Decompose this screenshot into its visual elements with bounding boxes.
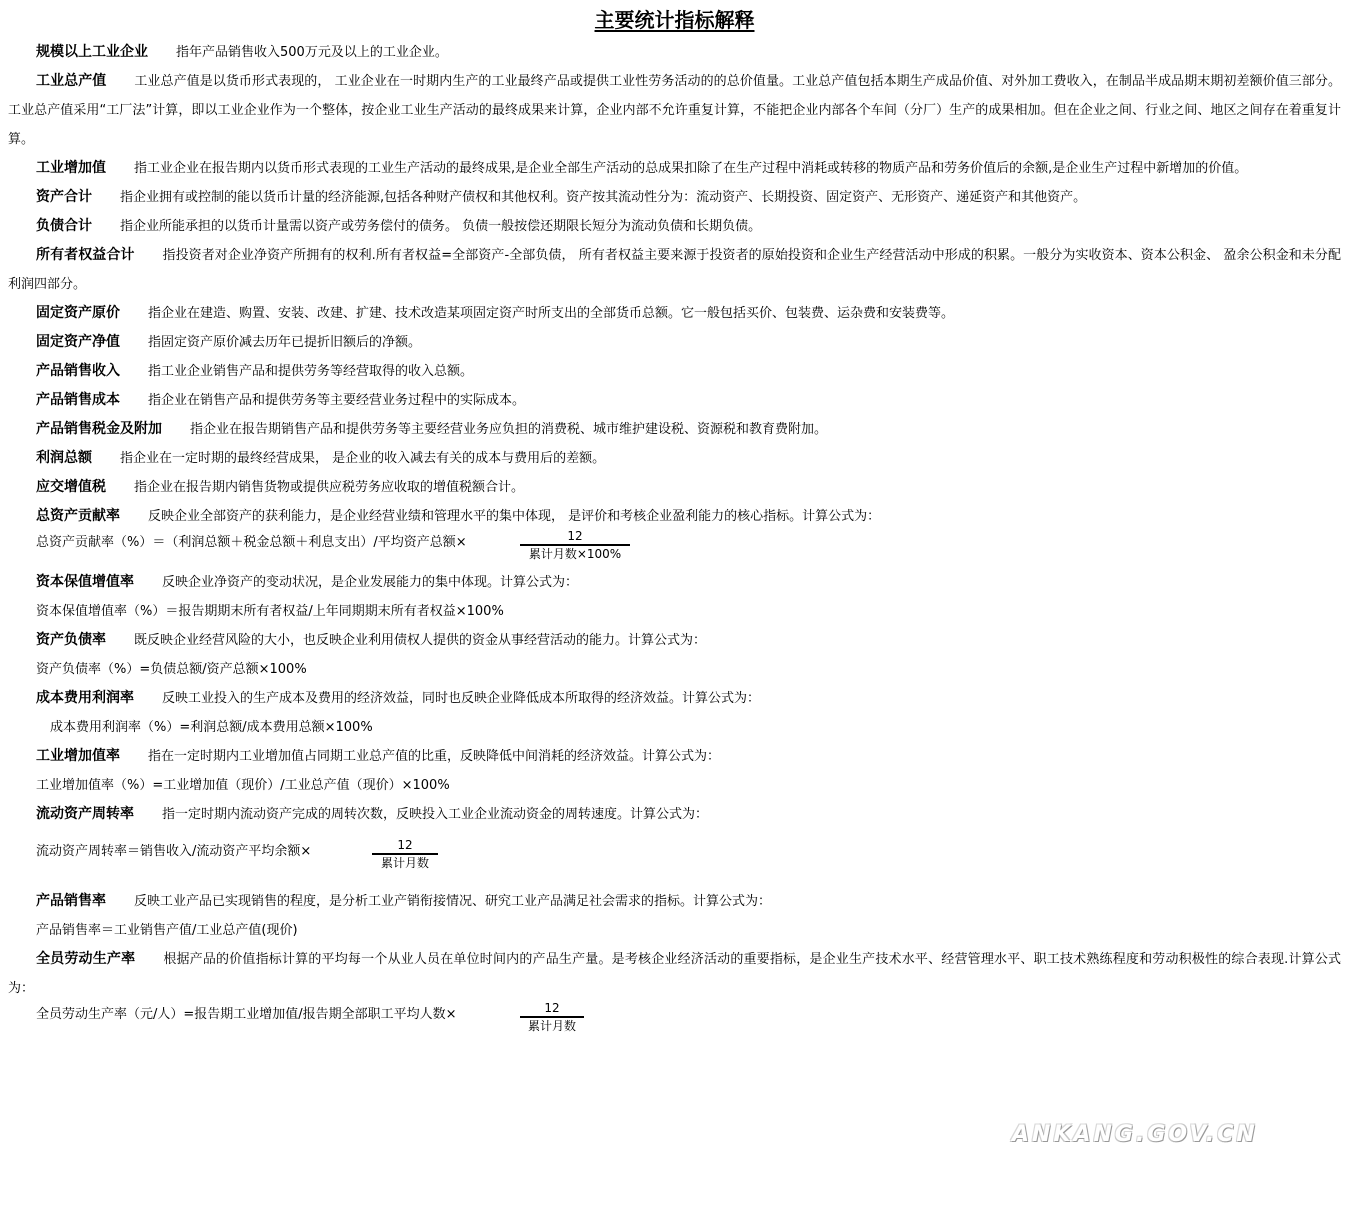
entry-text: 指企业拥有或控制的能以货币计量的经济能源,包括各种财产债权和其他权利。资产按其流动性分为：流动资产、长期投资、固定资产、无形资产、递延资产和其他资产。 — [120, 190, 1087, 205]
entry-term: 产品销售率 — [36, 893, 106, 909]
entry-sales-revenue — [8, 357, 1341, 386]
formula-debt-ratio: 资产负债率（%）=负债总额/资产总额×100% — [36, 662, 307, 677]
entry-current-turnover — [8, 800, 1341, 829]
entry-total-assets — [8, 183, 1341, 212]
fraction-denominator: 累计月数 — [527, 1019, 576, 1033]
entry-term: 规模以上工业企业 — [36, 44, 148, 60]
entry-term: 工业增加值率 — [36, 748, 120, 764]
entry-text: 指在一定时期内工业增加值占同期工业总产值的比重，反映降低中间消耗的经济效益。计算公式为： — [148, 749, 721, 764]
formula-text: 流动资产周转率＝销售收入/流动资产平均余额× — [36, 844, 312, 859]
entry-text: 指企业所能承担的以货币计量需以资产或劳务偿付的债务。 负债一般按偿还期限长短分为流动负债和长期负债。 — [120, 219, 762, 234]
formula-fraction — [520, 529, 630, 562]
entry-term: 资产合计 — [36, 189, 92, 205]
fraction-numerator: 12 — [520, 1001, 584, 1018]
entry-term: 产品销售成本 — [36, 392, 120, 408]
formula-capital-preservation: 资本保值增值率（%）＝报告期期末所有者权益/上年同期期末所有者权益×100% — [36, 604, 504, 619]
entry-term: 工业总产值 — [36, 73, 107, 89]
entry-fixed-asset-net — [8, 328, 1341, 357]
entry-capital-preservation — [8, 568, 1341, 597]
entry-text: 指企业在报告期内销售货物或提供应税劳务应收取的增值税额合计。 — [134, 480, 525, 495]
entry-sales-cost — [8, 386, 1341, 415]
entry-term: 成本费用利润率 — [36, 690, 134, 706]
formula-current-turnover — [8, 829, 1341, 887]
entry-term: 负债合计 — [36, 218, 92, 234]
entry-gross-output — [8, 67, 1341, 154]
entry-vat-payable — [8, 473, 1341, 502]
entry-fixed-asset-original — [8, 299, 1341, 328]
entry-text: 指企业在一定时期的最终经营成果， 是企业的收入减去有关的成本与费用后的差额。 — [120, 451, 606, 466]
entry-value-added-rate — [8, 742, 1341, 771]
entry-term: 固定资产原价 — [36, 305, 120, 321]
entry-debt-ratio — [8, 626, 1341, 655]
entry-term: 总资产贡献率 — [36, 508, 120, 524]
entry-text: 根据产品的价值指标计算的平均每一个从业人员在单位时间内的产品生产量。是考核企业经济活动的重要指标，是企业生产技术水平、经营管理水平、职工技术熟练程度和劳动积极性的综合表现.计算公式为： — [8, 952, 1342, 996]
entry-value-added — [8, 154, 1341, 183]
fraction-denominator: 累计月数 — [380, 856, 429, 870]
entry-text: 指固定资产原价减去历年已提折旧额后的净额。 — [148, 335, 422, 350]
entry-total-liabilities — [8, 212, 1341, 241]
entry-total-profit — [8, 444, 1341, 473]
formula-fraction — [520, 1001, 584, 1034]
document — [8, 0, 1341, 1040]
entry-text: 反映工业投入的生产成本及费用的经济效益，同时也反映企业降低成本所取得的经济效益。计算公式为： — [162, 691, 761, 706]
entry-term: 固定资产净值 — [36, 334, 120, 350]
entry-term: 资本保值增值率 — [36, 574, 134, 590]
entry-text: 指企业在报告期销售产品和提供劳务等主要经营业务应负担的消费税、城市维护建设税、资源税和教育费附加。 — [190, 422, 828, 437]
entry-term: 工业增加值 — [36, 160, 106, 176]
entry-term: 全员劳动生产率 — [36, 951, 136, 967]
entry-text: 反映企业净资产的变动状况，是企业发展能力的集中体现。计算公式为： — [162, 575, 579, 590]
entry-labor-productivity — [8, 945, 1341, 1003]
entry-text: 指企业在销售产品和提供劳务等主要经营业务过程中的实际成本。 — [148, 393, 526, 408]
formula-value-added-rate: 工业增加值率（%）=工业增加值（现价）/工业总产值（现价）×100% — [36, 778, 450, 793]
entry-text: 指一定时期内流动资产完成的周转次数，反映投入工业企业流动资金的周转速度。计算公式为： — [162, 807, 709, 822]
entry-term: 所有者权益合计 — [36, 247, 135, 263]
entry-term: 应交增值税 — [36, 479, 106, 495]
entry-term: 产品销售税金及附加 — [36, 421, 162, 437]
entry-text: 指投资者对企业净资产所拥有的权利.所有者权益=全部资产-全部负债， 所有者权益主要来源于投资者的原始投资和企业生产经营活动中形成的积累。一般分为实收资本、资本公积金、 盈余公积金和未分配利润四部分。 — [8, 248, 1342, 292]
entry-term: 资产负债率 — [36, 632, 106, 648]
formula-cost-profit: 成本费用利润率（%）=利润总额/成本费用总额×100% — [50, 720, 373, 735]
entry-text: 指工业企业销售产品和提供劳务等经营取得的收入总额。 — [148, 364, 474, 379]
formula-text: 总资产贡献率（%）＝（利润总额＋税金总额＋利息支出）/平均资产总额× — [36, 535, 467, 550]
entry-owner-equity — [8, 241, 1341, 299]
formula-asset-contribution — [8, 531, 1341, 568]
formula-text: 全员劳动生产率（元/人）=报告期工业增加值/报告期全部职工平均人数× — [36, 1007, 457, 1022]
fraction-numerator: 12 — [520, 529, 630, 546]
entry-text: 工业总产值是以货币形式表现的， 工业企业在一时期内生产的工业最终产品或提供工业性劳务活动的的总价值量。工业总产值包括本期生产成品价值、对外加工费收入，在制品半成品期末期初差额价值三部分。工业总产值采用“工厂法”计算，即以工业企业作为一个整体，按企业工业生产活动的最终成果来计算，企业内部不允许重复计算，不能把企业内部各个车间（分厂）生产的成果相加。但在企业之间、行业之间、地区之间存在着重复计算。 — [8, 74, 1341, 147]
formula-sales-rate: 产品销售率＝工业销售产值/工业总产值(现价) — [36, 923, 298, 938]
entry-text: 指企业在建造、购置、安装、改建、扩建、技术改造某项固定资产时所支出的全部货币总额。它一般包括买价、包装费、运杂费和安装费等。 — [148, 306, 955, 321]
fraction-denominator: 累计月数×100% — [528, 547, 622, 561]
entry-text: 反映工业产品已实现销售的程度，是分析工业产销衔接情况、研究工业产品满足社会需求的指标。计算公式为： — [134, 894, 772, 909]
entry-scale-enterprise — [8, 38, 1341, 67]
entry-asset-contribution — [8, 502, 1341, 531]
entry-cost-profit — [8, 684, 1341, 713]
formula-fraction — [372, 838, 438, 871]
entry-text: 反映企业全部资产的获利能力，是企业经营业绩和管理水平的集中体现， 是评价和考核企业盈利能力的核心指标。计算公式为： — [148, 509, 881, 524]
entry-sales-rate — [8, 887, 1341, 916]
entry-term: 利润总额 — [36, 450, 92, 466]
site-watermark: ANKANG.GOV.CN — [1012, 1122, 1258, 1147]
formula-labor-productivity — [8, 1003, 1341, 1040]
entry-term: 产品销售收入 — [36, 363, 120, 379]
entry-text: 指年产品销售收入500万元及以上的工业企业。 — [176, 45, 448, 60]
page-title: 主要统计指标解释 — [594, 8, 755, 32]
entry-term: 流动资产周转率 — [36, 806, 134, 822]
entry-text: 指工业企业在报告期内以货币形式表现的工业生产活动的最终成果,是企业全部生产活动的总成果扣除了在生产过程中消耗或转移的物质产品和劳务价值后的余额,是企业生产过程中新增加的价值。 — [134, 161, 1248, 176]
entry-sales-tax — [8, 415, 1341, 444]
fraction-numerator: 12 — [372, 838, 438, 855]
entry-text: 既反映企业经营风险的大小，也反映企业利用债权人提供的资金从事经营活动的能力。计算公式为： — [134, 633, 707, 648]
